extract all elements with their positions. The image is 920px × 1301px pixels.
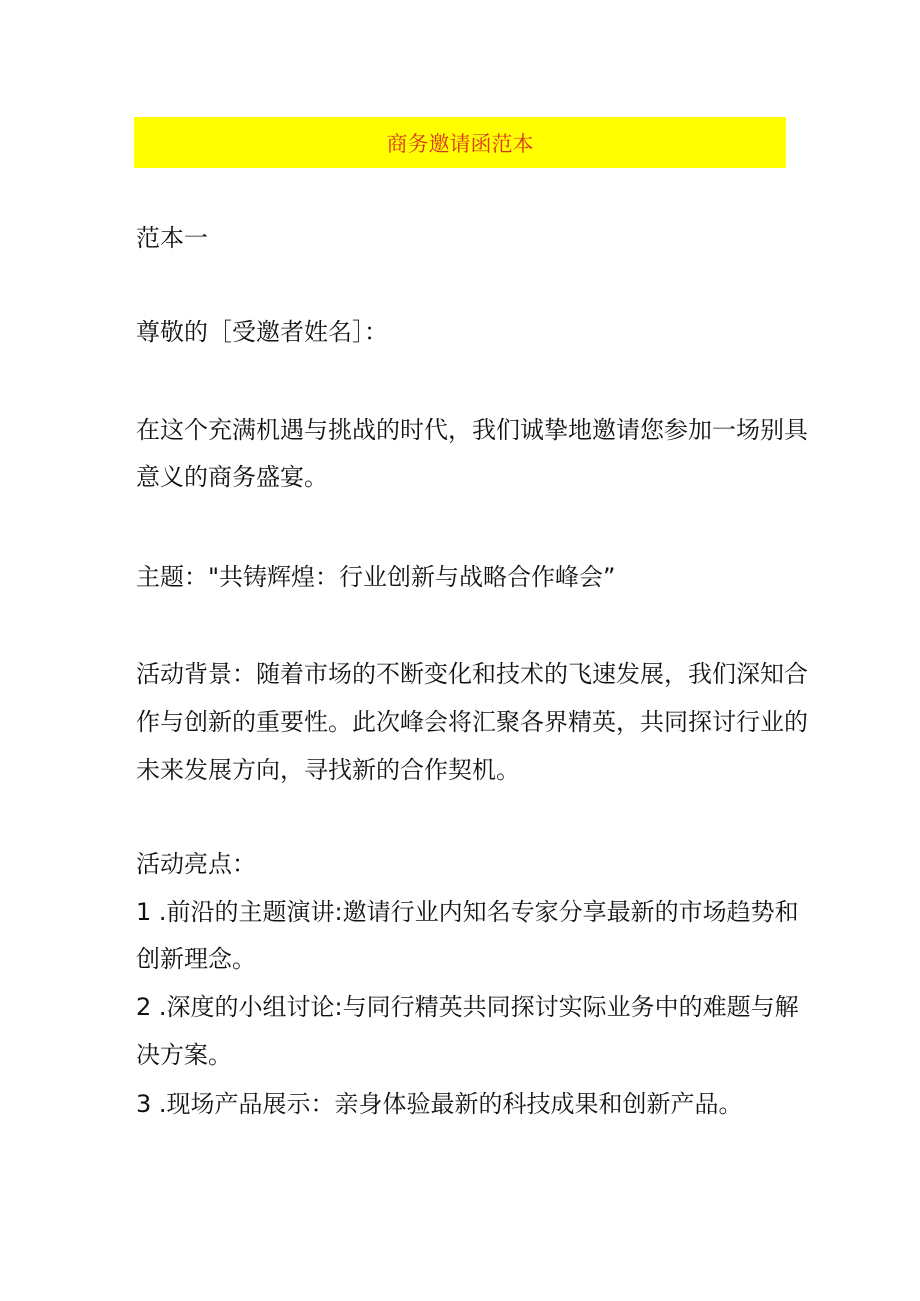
salutation: 尊敬的［受邀者姓名］：	[136, 318, 388, 346]
highlight-item-3-line-1: 3 .现场产品展示：亲身体验最新的科技成果和创新产品。	[136, 1090, 743, 1118]
background-line-1: 活动背景：随着市场的不断变化和技术的飞速发展，我们深知合	[136, 660, 808, 688]
title-banner	[134, 117, 786, 168]
highlight-item-2-line-1: 2 .深度的小组讨论:与同行精英共同探讨实际业务中的难题与解	[136, 993, 799, 1021]
document-title: 商务邀请函范本	[386, 131, 534, 156]
intro-line-1: 在这个充满机遇与挑战的时代，我们诚挚地邀请您参加一场别具	[136, 416, 808, 444]
highlight-item-1-line-2: 创新理念。	[136, 945, 256, 973]
highlights-heading: 活动亮点：	[136, 850, 256, 878]
theme-line: 主题："共铸辉煌：行业创新与战略合作峰会”	[136, 563, 616, 591]
background-line-2: 作与创新的重要性。此次峰会将汇聚各界精英，共同探讨行业的	[136, 708, 808, 736]
highlight-item-2-line-2: 决方案。	[136, 1041, 232, 1069]
intro-line-2: 意义的商务盛宴。	[136, 463, 328, 491]
section-heading: 范本一	[136, 224, 208, 252]
background-line-3: 未来发展方向，寻找新的合作契机。	[136, 756, 520, 784]
highlight-item-1-line-1: 1 .前沿的主题演讲:邀请行业内知名专家分享最新的市场趋势和	[136, 898, 799, 926]
